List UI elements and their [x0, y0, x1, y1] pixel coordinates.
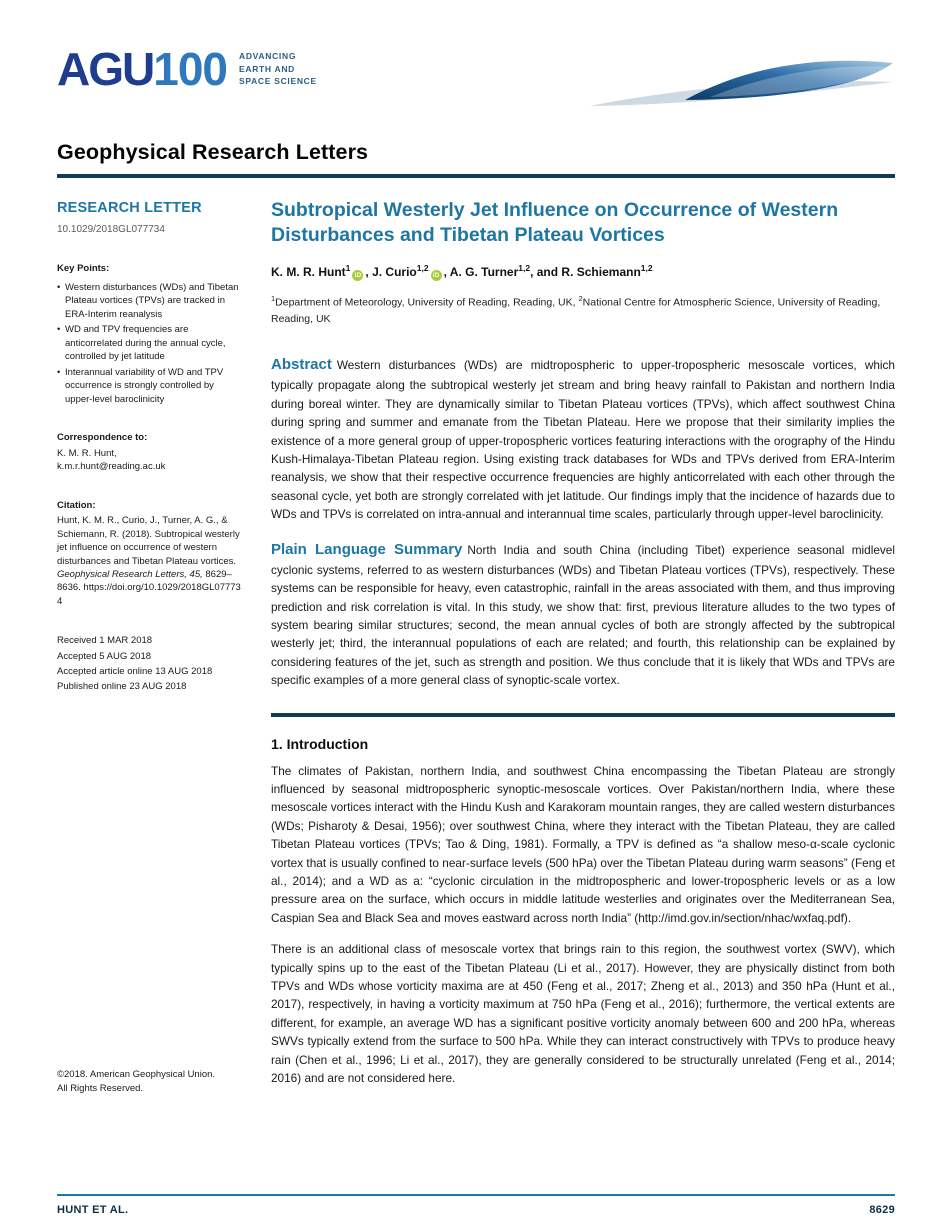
key-point-item [57, 323, 243, 363]
header-rule [57, 174, 895, 178]
footer-row [57, 1204, 895, 1216]
copyright-line1: ©2018. American Geophysical Union. [57, 1068, 216, 1080]
citation-journal-italic: Geophysical Research Letters, 45, [57, 568, 203, 580]
author-separator: , and [530, 264, 562, 279]
orcid-icon[interactable]: iD [431, 270, 442, 281]
abstract-section [271, 353, 895, 524]
footer-rule [57, 1194, 895, 1196]
key-point-text: WD and TPV frequencies are anticorrelated during the annual cycle, controlled by jet latitude [65, 324, 226, 363]
page-footer [57, 1194, 895, 1216]
introduction-paragraph-2: There is an additional class of mesoscale vortex that brings rain to this region, the southwest vortex (SWV), which typically spins up to the east of the Tibetan Plateau (Li et al., 2017). However, they are physically distinct from both TPVs and WDs whose vorticity maxima are at 450 (Feng et al., 2017; Zheng et al., 2013) and 350 hPa (Hunt et al., 2017), respectively, in having a vorticity maximum at 750 hPa (Feng et al., 2016); furthermore, the vertical extents are different, for example, an average WD has a significant positive vorticity anomaly between 600 and 200 hPa, whereas SWVs typically extend from the surface to 500 hPa. While they can interact constructively with TPVs to produce heavy rain (Chen et al., 1996; Li et al., 2017), they are generally considered to be structurally unrelated (Feng et al., 2014; 2016) and are not considered here. [271, 942, 895, 1085]
sidebar [57, 198, 243, 1101]
published-online-date: Published online 23 AUG 2018 [57, 681, 187, 692]
page-number: 8629 [869, 1204, 895, 1216]
accepted-date: Accepted 5 AUG 2018 [57, 650, 152, 662]
author-name: A. G. Turner [449, 264, 519, 279]
introduction-heading: 1. Introduction [271, 735, 369, 752]
agu-100-logo [57, 43, 317, 95]
abstract-heading: Abstract [271, 356, 332, 373]
copyright-line2: All Rights Reserved. [57, 1083, 144, 1095]
article-title: Subtropical Westerly Jet Influence on Occurrence of Western Disturbances and Tibetan Plateau Vortices [271, 198, 839, 247]
content-columns [57, 198, 895, 1101]
article-type-label: RESEARCH LETTER [57, 199, 202, 216]
author-separator: , [365, 264, 373, 279]
key-points-heading: Key Points: [57, 263, 110, 275]
abstract-text: Western disturbances (WDs) are midtropospheric to upper-tropospheric mesoscale vortices, which typically propagate along the subtropical westerly jet stream and bring heavy rainfall to Pakistan and northern India during boreal winter. They are dynamically similar to Tibetan Plateau vortices (TPVs), which affect southwest China during spring and summer and emanate from the Tibetan Plateau. Here we propose that their similarity implies the existence of a more general group of upper-tropospheric vortices featuring interactions with the orography of the Hindu Kush-Himalaya-Tibetan Plateau region. Using existing track databases for WDs and TPVs derived from ERA-Interim reanalysis, we show that their respective occurrence frequencies are highly anticorrelated with each other through the seasonal cycle, yet both are strongly correlated with jet latitude. Our findings imply that the incidence of hazards due to WDs and TPVs is correlated on intra-annual and interannual time scales, particularly through upper-level baroclinicity. [271, 358, 895, 522]
agu-tagline-line3: SPACE SCIENCE [238, 76, 317, 87]
key-point-item [57, 281, 243, 321]
journal-title: Geophysical Research Letters [57, 140, 369, 164]
plain-language-summary-text: North India and south China (including Tibet) experience seasonal midlevel cyclonic systems, referred to as western disturbances (WDs) and Tibetan Plateau vortices (TPVs), respectively. These systems can be responsible for heavy, even catastrophic, rainfall in the areas associated with them, and thus improving prediction and risk correlation is vital. In this study, we show that: first, previous literature alludes to the two types of system bearing similar structures; second, the mean annual cycles of both are strongly affected by the subtropical westerly jet; third, the interannual populations of each are related; and fourth, this relationship can be explained by considering features of the jet, such as strength and position. We thus conclude that it is likely that WDs and TPVs are specific examples of a more general class of synoptic-scale vortex. [271, 542, 895, 688]
affiliation-sup: 2 [578, 293, 583, 303]
agu-logo-mark [57, 43, 227, 95]
affiliation-text: National Centre for Atmospheric Science, University of Reading, Reading, UK [271, 296, 881, 325]
correspondence-heading: Correspondence to: [57, 432, 148, 444]
copyright-notice [57, 1068, 243, 1101]
key-point-text: Western disturbances (WDs) and Tibetan Plateau vortices (TPVs) are tracked in ERA-Interim reanalysis [65, 281, 239, 320]
citation-text [57, 514, 243, 608]
author-name: K. M. R. Hunt [271, 264, 346, 279]
received-date: Received 1 MAR 2018 [57, 635, 153, 647]
running-head-authors: HUNT ET AL. [57, 1204, 129, 1216]
author [449, 262, 562, 279]
affiliations [271, 293, 895, 327]
author-affil-sup: 1,2 [416, 262, 429, 273]
agu-logo-text: AGU [57, 43, 154, 95]
journal-header [57, 140, 895, 178]
author-affil-sup: 1,2 [640, 262, 653, 273]
agu-tagline-line1: ADVANCING [238, 50, 297, 61]
key-point-item [57, 366, 243, 406]
citation-doi-link[interactable]: https://doi.org/10.1029/2018GL077734 [57, 582, 241, 607]
author-list [271, 263, 895, 281]
accepted-online-date: Accepted article online 13 AUG 2018 [57, 665, 213, 677]
article-body [271, 198, 895, 1101]
author-name: J. Curio [372, 264, 417, 279]
author [271, 262, 373, 279]
author-affil-sup: 1,2 [518, 262, 531, 273]
article-doi: 10.1029/2018GL077734 [57, 224, 165, 236]
author-affil-sup: 1 [345, 262, 351, 273]
citation-authors-and-title: Hunt, K. M. R., Curio, J., Turner, A. G., & Schiemann, R. (2018). Subtropical westerly jet influence on occurrence of western disturbances and Tibetan Plateau vortices. [57, 515, 240, 567]
correspondence-email-link[interactable]: k.m.r.hunt@reading.ac.uk [57, 461, 166, 473]
affiliation-sup: 1 [271, 293, 276, 303]
introduction-paragraph-1: The climates of Pakistan, northern India, and southwest China encompassing the Tibetan Plateau are strongly influenced by seasonal midtropospheric synoptic-mesoscale vortices. Over Pakistan/northern India, where these mesoscale vortices interact with the Hindu Kush and Karakoram mountain ranges, they are called western disturbances (WDs; Pisharoty & Desai, 1956); over southwest China, where they interact with the Tibetan Plateau, they are called Tibetan Plateau vortices (TPVs; Tao & Ding, 1981). Formally, a TPV is defined as “a shallow meso-α-scale cyclonic vortex that is usually confined to near-surface levels (500 hPa) over the Tibetan Plateau during warm seasons” (Feng et al., 2014); and a WD as a: “cyclonic circulation in the midtropospheric and lower-tropospheric levels or as a low pressure area on the surface, which occurs in middle latitude westerlies and originates over the Mediterranean Sea, Caspian Sea and Black Sea and moves eastward across north India” (http://imd.gov.in/section/nhac/wxfaq.pdf). [271, 763, 895, 925]
author [561, 262, 653, 279]
agu-tagline-line2: EARTH AND [238, 63, 296, 74]
plain-language-summary-section [271, 538, 895, 690]
plain-language-summary-heading: Plain Language Summary [271, 540, 463, 558]
agu-tagline [239, 50, 317, 88]
author [372, 262, 450, 279]
citation-pages: 8629–8636. [57, 568, 232, 594]
author-name: R. Schiemann [561, 264, 641, 279]
masthead [57, 43, 895, 118]
affiliation-text: Department of Meteorology, University of Reading, Reading, UK, [275, 296, 579, 309]
cover-swoosh-graphic [590, 50, 895, 112]
article-history [57, 633, 243, 694]
orcid-icon[interactable]: iD [352, 270, 363, 281]
key-point-text: Interannual variability of WD and TPV occurrence is strongly controlled by upper-level baroclinicity [65, 366, 224, 405]
correspondence-name: K. M. R. Hunt, [57, 447, 117, 459]
key-points-list [57, 279, 243, 406]
agu-logo-100: 100 [153, 43, 227, 95]
citation-heading: Citation: [57, 499, 96, 511]
author-separator: , [443, 264, 450, 279]
section-divider-rule [271, 713, 895, 717]
